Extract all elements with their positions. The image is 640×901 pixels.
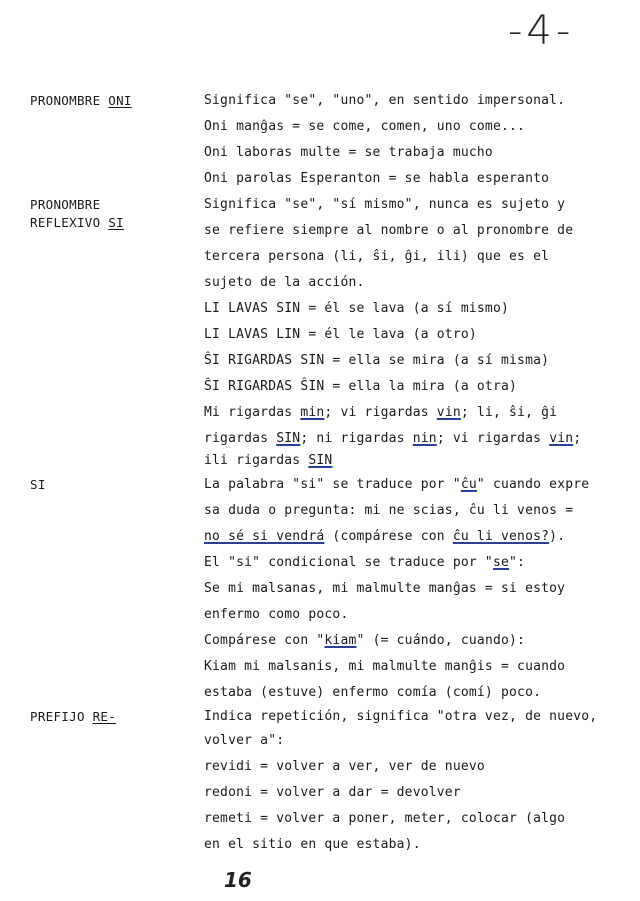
re-line-6: en el sitio en que estaba). [204,837,421,852]
oni-line-4: Oni parolas Esperanton = se habla esperanto [204,171,550,186]
re-line-2: volver a": [204,733,285,748]
oni-line-3: Oni laboras multe = se trabaja mucho [204,145,493,160]
si-line-2: sa duda o pregunta: mi ne scias, ĉu li venos = [204,503,574,518]
si-line-3: no sé si vendrá (compárese con ĉu li venos?). [204,529,566,544]
si-line-4: El "si" condicional se traduce por "se": [204,555,526,570]
label-pronombre: PRONOMBRE [30,197,101,212]
re-line-3: revidi = volver a ver, ver de nuevo [204,759,485,774]
reflexivo-line-7: ŜI RIGARDAS SIN = ella se mira (a sí misma) [204,353,550,368]
reflexivo-line-5: LI LAVAS SIN = él se lava (a sí mismo) [204,301,510,316]
reflexivo-example-1: Mi rigardas min; vi rigardas vin; li, ŝi, ĝi [204,405,558,420]
keyword-re: RE- [92,709,117,724]
si-line-1: La palabra "si" se traduce por "ĉu" cuando expre [204,477,590,492]
re-line-1: Indica repetición, significa "otra vez, de nuevo, [204,709,598,724]
si-line-6: enfermo como poco. [204,607,349,622]
reflexivo-example-2: rigardas SIN; ni rigardas nin; vi rigardas vin; [204,431,582,446]
label-prefijo-re: PREFIJO RE- [30,709,117,724]
reflexivo-line-6: LI LAVAS LIN = él le lava (a otro) [204,327,477,342]
oni-line-1: Significa "se", "uno", en sentido impersonal. [204,93,566,108]
label-reflexivo-si: REFLEXIVO SI [30,215,124,230]
si-line-9: estaba (estuve) enfermo comía (comí) poco. [204,685,542,700]
reflexivo-line-1: Significa "se", "sí mismo", nunca es sujeto y [204,197,566,212]
si-line-7: Compárese con "kiam" (= cuándo, cuando): [204,633,526,648]
keyword-si: SI [108,215,124,230]
page-number-top: -4- [508,8,575,54]
label-pronombre-oni: PRONOMBRE ONI [30,93,132,108]
reflexivo-line-4: sujeto de la acción. [204,275,365,290]
reflexivo-line-8: ŜI RIGARDAS ŜIN = ella la mira (a otra) [204,379,518,394]
reflexivo-example-3: ili rigardas SIN [204,453,333,468]
re-line-4: redoni = volver a dar = devolver [204,785,461,800]
page-number-bottom: 16 [224,868,252,892]
si-line-8: Kiam mi malsanis, mi malmulte manĝis = cuando [204,659,566,674]
reflexivo-line-2: se refiere siempre al nombre o al pronombre de [204,223,574,238]
re-line-5: remeti = volver a poner, meter, colocar (algo [204,811,566,826]
oni-line-2: Oni manĝas = se come, comen, uno come... [204,119,526,134]
reflexivo-line-3: tercera persona (li, ŝi, ĝi, ili) que es el [204,249,550,264]
keyword-oni: ONI [108,93,132,108]
label-si: SI [30,477,46,492]
si-line-5: Se mi malsanas, mi malmulte manĝas = si estoy [204,581,566,596]
